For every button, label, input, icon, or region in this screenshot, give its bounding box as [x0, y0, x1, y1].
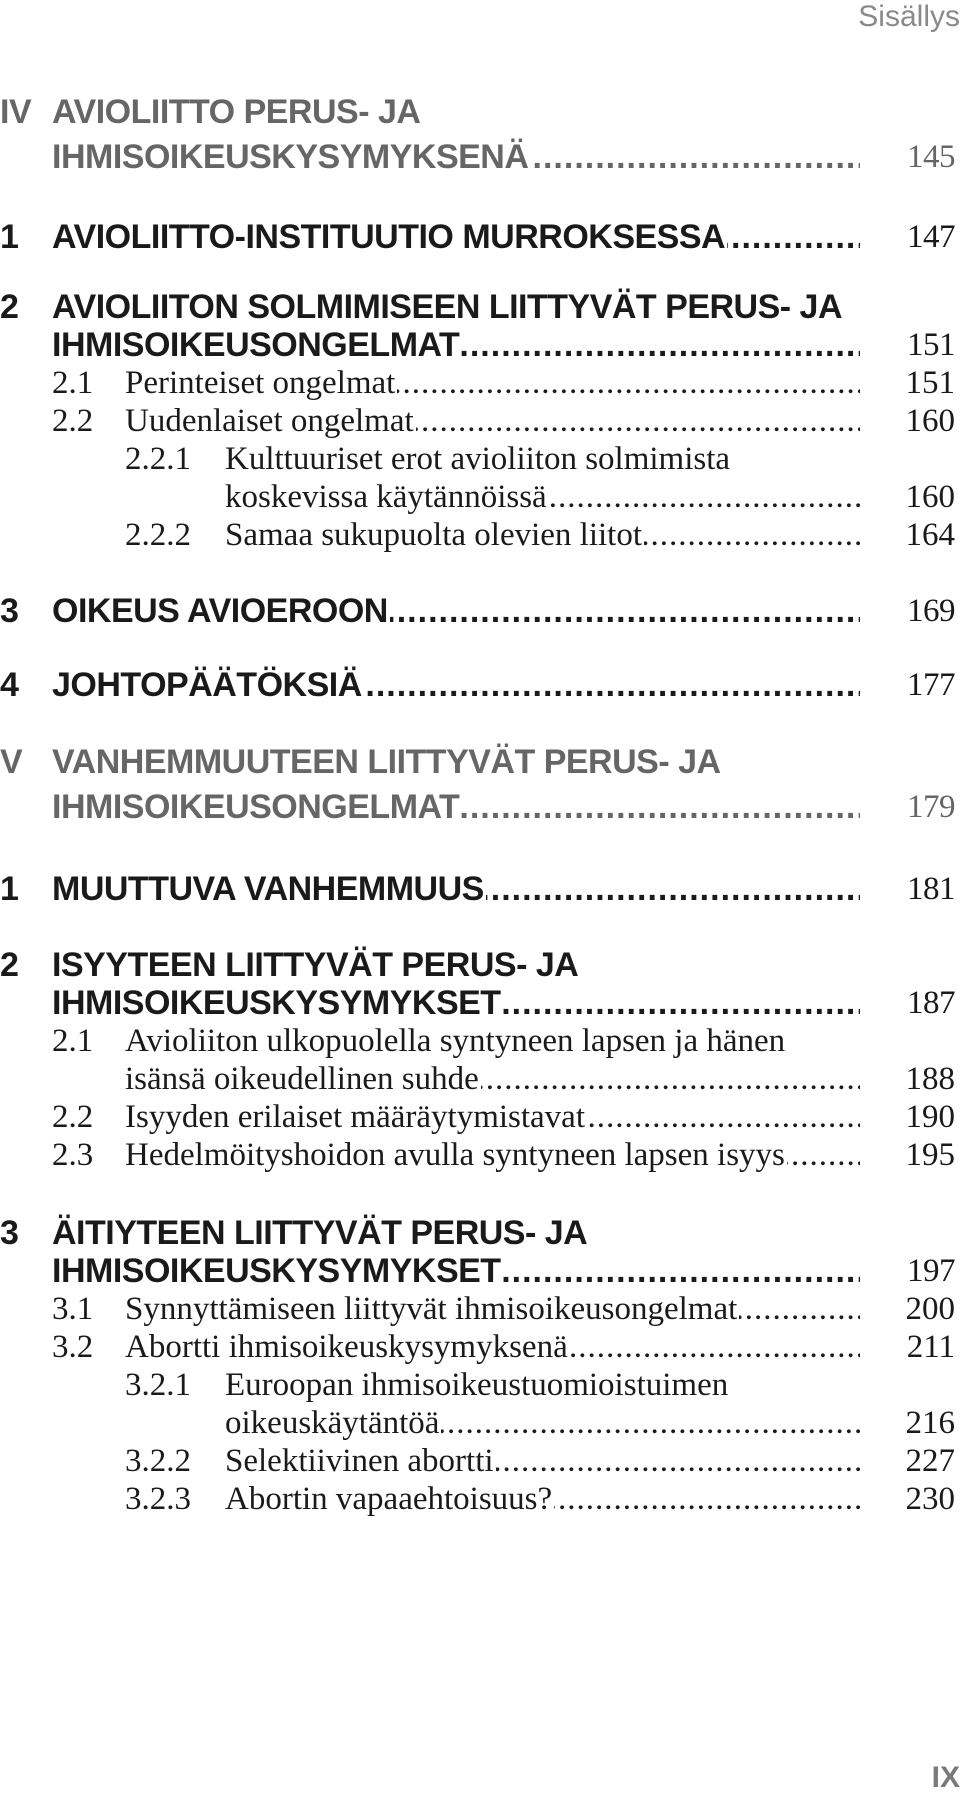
entry-number: V — [0, 743, 23, 781]
entry-title: Avioliiton ulkopuolella syntyneen lapsen ja hänen — [125, 1023, 786, 1059]
entry-title: IHMISOIKEUSKYSYMYKSET — [52, 1252, 501, 1290]
entry-page-number: 200 — [905, 1291, 955, 1327]
entry-number: 3.2.2 — [125, 1443, 191, 1479]
entry-title: VANHEMMUUTEEN LIITTYVÄT PERUS- JA — [52, 743, 721, 781]
entry-page-number: 169 — [907, 593, 955, 629]
entry-title: koskevissa käytännöissä — [225, 479, 547, 515]
entry-page-number: 177 — [907, 667, 955, 703]
entry-title: Perinteiset ongelmat — [125, 365, 396, 401]
entry-number: 1 — [0, 870, 19, 908]
entry-page-number: 195 — [905, 1137, 955, 1173]
entry-page-number: 145 — [907, 139, 955, 175]
toc-entry[interactable] — [0, 1480, 955, 1518]
entry-page-number: 160 — [905, 479, 955, 515]
entry-title: ISYYTEEN LIITTYVÄT PERUS- JA — [52, 946, 579, 984]
entry-title: AVIOLIITTO PERUS- JA — [52, 93, 421, 131]
entry-page-number: 216 — [905, 1405, 955, 1441]
toc-entry[interactable] — [0, 288, 955, 364]
table-of-contents — [0, 90, 955, 1518]
toc-entry[interactable] — [0, 1366, 955, 1442]
toc-entry[interactable] — [0, 592, 955, 630]
entry-page-number: 151 — [905, 365, 955, 401]
entry-page-number: 187 — [907, 985, 955, 1021]
entry-title: MUUTTUVA VANHEMMUUS — [52, 870, 484, 908]
entry-number: 2.1 — [52, 1023, 94, 1059]
entry-page-number: 160 — [905, 403, 955, 439]
entry-number: 3.2.3 — [125, 1481, 191, 1517]
entry-title: AVIOLIITON SOLMIMISEEN LIITTYVÄT PERUS- JA — [52, 288, 843, 326]
toc-entry[interactable] — [0, 440, 955, 516]
entry-title: isänsä oikeudellinen suhde — [125, 1061, 479, 1097]
entry-page-number: 190 — [905, 1099, 955, 1135]
entry-title: ÄITIYTEEN LIITTYVÄT PERUS- JA — [52, 1214, 588, 1252]
entry-title: Kulttuuriset erot avioliiton solmimista — [225, 441, 731, 477]
entry-number: 3.2.1 — [125, 1367, 191, 1403]
entry-number: 3.2 — [52, 1329, 94, 1365]
entry-page-number: 151 — [907, 327, 955, 363]
toc-entry[interactable] — [0, 666, 955, 704]
toc-entry[interactable] — [0, 402, 955, 440]
entry-title: Uudenlaiset ongelmat — [125, 403, 414, 439]
toc-entry[interactable] — [0, 1214, 955, 1290]
entry-number: 2.2.2 — [125, 517, 191, 553]
entry-page-number: 164 — [905, 517, 955, 553]
entry-title: Hedelmöityshoidon avulla syntyneen lapsen isyys — [125, 1137, 785, 1173]
toc-entry[interactable] — [0, 1290, 955, 1328]
entry-number: 2.2.1 — [125, 441, 191, 477]
entry-page-number: 227 — [905, 1443, 955, 1479]
toc-entry[interactable] — [0, 516, 955, 554]
running-header: Sisällys — [858, 0, 960, 33]
entry-number: 1 — [0, 218, 19, 256]
entry-title: oikeuskäytäntöä — [225, 1405, 440, 1441]
entry-number: 2.2 — [52, 403, 94, 439]
entry-number: 3.1 — [52, 1291, 94, 1327]
entry-title: OIKEUS AVIOEROON — [52, 592, 388, 630]
entry-number: 4 — [0, 666, 19, 704]
entry-title: IHMISOIKEUSKYSYMYKSENÄ — [52, 138, 529, 176]
entry-number: 2 — [0, 946, 19, 984]
entry-title: IHMISOIKEUSONGELMAT — [52, 326, 460, 364]
toc-entry[interactable] — [0, 90, 955, 180]
entry-number: 3 — [0, 592, 19, 630]
toc-entry[interactable] — [0, 870, 955, 908]
entry-title: AVIOLIITTO-INSTITUUTIO MURROKSESSA — [52, 218, 726, 256]
entry-title: JOHTOPÄÄTÖKSIÄ — [52, 666, 362, 704]
entry-page-number: 188 — [905, 1061, 955, 1097]
entry-title: Synnyttämiseen liittyvät ihmisoikeusongelmat — [125, 1291, 738, 1327]
entry-number: 3 — [0, 1214, 19, 1252]
entry-title: Abortin vapaaehtoisuus? — [225, 1481, 553, 1517]
toc-entry[interactable] — [0, 1098, 955, 1136]
toc-entry[interactable] — [0, 740, 955, 830]
entry-title: Selektiivinen abortti — [225, 1443, 494, 1479]
entry-page-number: 181 — [907, 871, 955, 907]
toc-entry[interactable] — [0, 1022, 955, 1098]
entry-number: 2.2 — [52, 1099, 94, 1135]
entry-number: 2.3 — [52, 1137, 94, 1173]
toc-entry[interactable] — [0, 1328, 955, 1366]
entry-page-number: 197 — [907, 1253, 955, 1289]
entry-page-number: 211 — [906, 1329, 955, 1365]
entry-title: IHMISOIKEUSONGELMAT — [52, 788, 460, 826]
entry-title: Abortti ihmisoikeuskysymyksenä — [125, 1329, 568, 1365]
entry-title: Euroopan ihmisoikeustuomioistuimen — [225, 1367, 729, 1403]
toc-entry[interactable] — [0, 218, 955, 256]
entry-title: Isyyden erilaiset määräytymistavat — [125, 1099, 586, 1135]
toc-entry[interactable] — [0, 1442, 955, 1480]
toc-entry[interactable] — [0, 1136, 955, 1174]
entry-number: 2 — [0, 288, 19, 326]
entry-number: 2.1 — [52, 365, 94, 401]
toc-entry[interactable] — [0, 364, 955, 402]
toc-entry[interactable] — [0, 946, 955, 1022]
page-number: IX — [931, 1761, 960, 1794]
entry-title: Samaa sukupuolta olevien liitot — [225, 517, 643, 553]
entry-page-number: 179 — [907, 789, 955, 825]
entry-page-number: 147 — [907, 219, 955, 255]
entry-title: IHMISOIKEUSKYSYMYKSET — [52, 984, 501, 1022]
entry-page-number: 230 — [905, 1481, 955, 1517]
entry-number: IV — [0, 93, 32, 131]
